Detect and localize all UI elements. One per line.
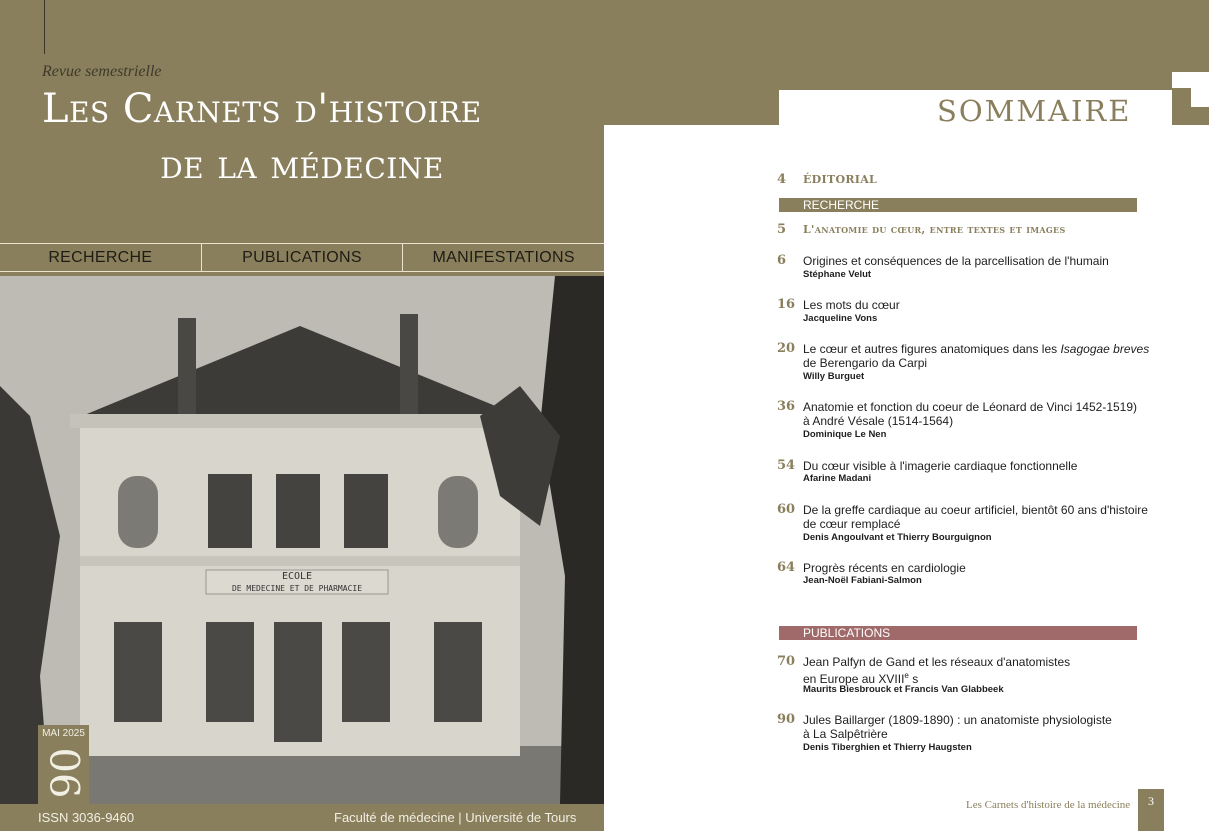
- toc-entry-author: Dominique Le Nen: [803, 429, 887, 440]
- issue-number-wrap: [38, 744, 89, 802]
- photo-sign-line2: DE MEDECINE ET DE PHARMACIE: [231, 584, 363, 593]
- issue-badge: [38, 725, 89, 804]
- toc-entry-title[interactable]: Les mots du cœur: [803, 298, 900, 312]
- toc-page-number: 6: [777, 253, 787, 268]
- toc-pub-author: Maurits Biesbrouck et Francis Van Glabbeek: [803, 684, 1004, 695]
- toc-page-number: 36: [777, 399, 796, 414]
- toc-heading: SOMMAIRE: [937, 94, 1132, 128]
- faculty-label: Faculté de médecine | Université de Tours: [334, 810, 577, 825]
- toc-page-number: 90: [777, 712, 796, 727]
- toc-pub-title-text: en Europe au XVIII: [803, 672, 905, 686]
- toc-entry-title-text: Le cœur et autres figures anatomiques dans les: [803, 342, 1061, 356]
- toc-dossier-title[interactable]: L'anatomie du cœur, entre textes et images: [803, 223, 1066, 236]
- issn: ISSN 3036-9460: [38, 810, 135, 825]
- section-publications: PUBLICATIONS: [779, 626, 1137, 640]
- section-recherche: RECHERCHE: [779, 198, 1137, 212]
- cover-photo: [0, 276, 604, 804]
- toc-entry-title[interactable]: Origines et conséquences de la parcellisation de l'humain: [803, 254, 1109, 268]
- toc-entry-title[interactable]: [803, 342, 1149, 357]
- toc-page-number: 54: [777, 458, 796, 473]
- cover-nav: [0, 243, 604, 272]
- page-number: 3: [1138, 789, 1164, 831]
- toc-pub-title-line2: à La Salpêtrière: [803, 727, 888, 741]
- toc-entry-author: Denis Angoulvant et Thierry Bourguignon: [803, 532, 992, 543]
- toc-entry-author: Afarine Madani: [803, 473, 872, 484]
- toc-entry-title[interactable]: Anatomie et fonction du coeur de Léonard de Vinci 1452-1519): [803, 400, 1138, 414]
- toc-page-number: 4: [777, 172, 787, 187]
- nav-recherche[interactable]: RECHERCHE: [0, 244, 202, 271]
- school-building-photo: [0, 276, 604, 804]
- toc-entry-title-line2: à André Vésale (1514-1564): [803, 414, 954, 428]
- toc-entry-author: Jean-Noël Fabiani-Salmon: [803, 575, 922, 586]
- toc-pub-title[interactable]: Jules Baillarger (1809-1890) : un anatomiste physiologiste: [803, 713, 1112, 727]
- toc-page-number: 70: [777, 654, 796, 669]
- toc-entry-title[interactable]: De la greffe cardiaque au coeur artificiel, bientôt 60 ans d'histoire: [803, 503, 1148, 517]
- toc-pub-title-post: s: [908, 672, 919, 686]
- footer-journal-title: Les Carnets d'histoire de la médecine: [966, 799, 1131, 811]
- top-rule: [44, 0, 45, 54]
- toc-pub-title[interactable]: Jean Palfyn de Gand et les réseaux d'anatomistes: [803, 655, 1071, 669]
- toc-entry-title-line2: de Berengario da Carpi: [803, 356, 928, 370]
- toc-entry-title[interactable]: Du cœur visible à l'imagerie cardiaque fonctionnelle: [803, 459, 1078, 473]
- toc-entry-author: Willy Burguet: [803, 371, 865, 382]
- toc-entry-author: Jacqueline Vons: [803, 313, 878, 324]
- nav-publications[interactable]: PUBLICATIONS: [202, 244, 404, 271]
- toc-page-number: 5: [777, 222, 787, 237]
- toc-entry-author: Stéphane Velut: [803, 269, 872, 280]
- journal-title-line2: de la médecine: [160, 142, 444, 188]
- toc-editorial[interactable]: ÉDITORIAL: [803, 173, 878, 186]
- toc-page-number: 16: [777, 297, 796, 312]
- toc-page-number: 64: [777, 560, 796, 575]
- photo-sign-line1: ECOLE: [281, 571, 313, 582]
- toc-page-number: 20: [777, 341, 796, 356]
- toc-entry-title-line2: de cœur remplacé: [803, 517, 901, 531]
- toc-pub-title-sup: e: [904, 671, 909, 680]
- toc-pub-author: Denis Tiberghien et Thierry Haugsten: [803, 742, 972, 753]
- journal-title-line1: Les Carnets d'histoire: [42, 86, 482, 132]
- journal-subtitle: Revue semestrielle: [42, 63, 162, 80]
- nav-manifestations[interactable]: MANIFESTATIONS: [432, 249, 575, 266]
- toc-page-number: 60: [777, 502, 796, 517]
- issue-number: 06: [40, 747, 87, 799]
- toc-entry-title[interactable]: Progrès récents en cardiologie: [803, 561, 966, 575]
- toc-entry-title-italic: Isagogae breves: [1060, 342, 1150, 356]
- issue-date: MAI 2025: [42, 728, 85, 739]
